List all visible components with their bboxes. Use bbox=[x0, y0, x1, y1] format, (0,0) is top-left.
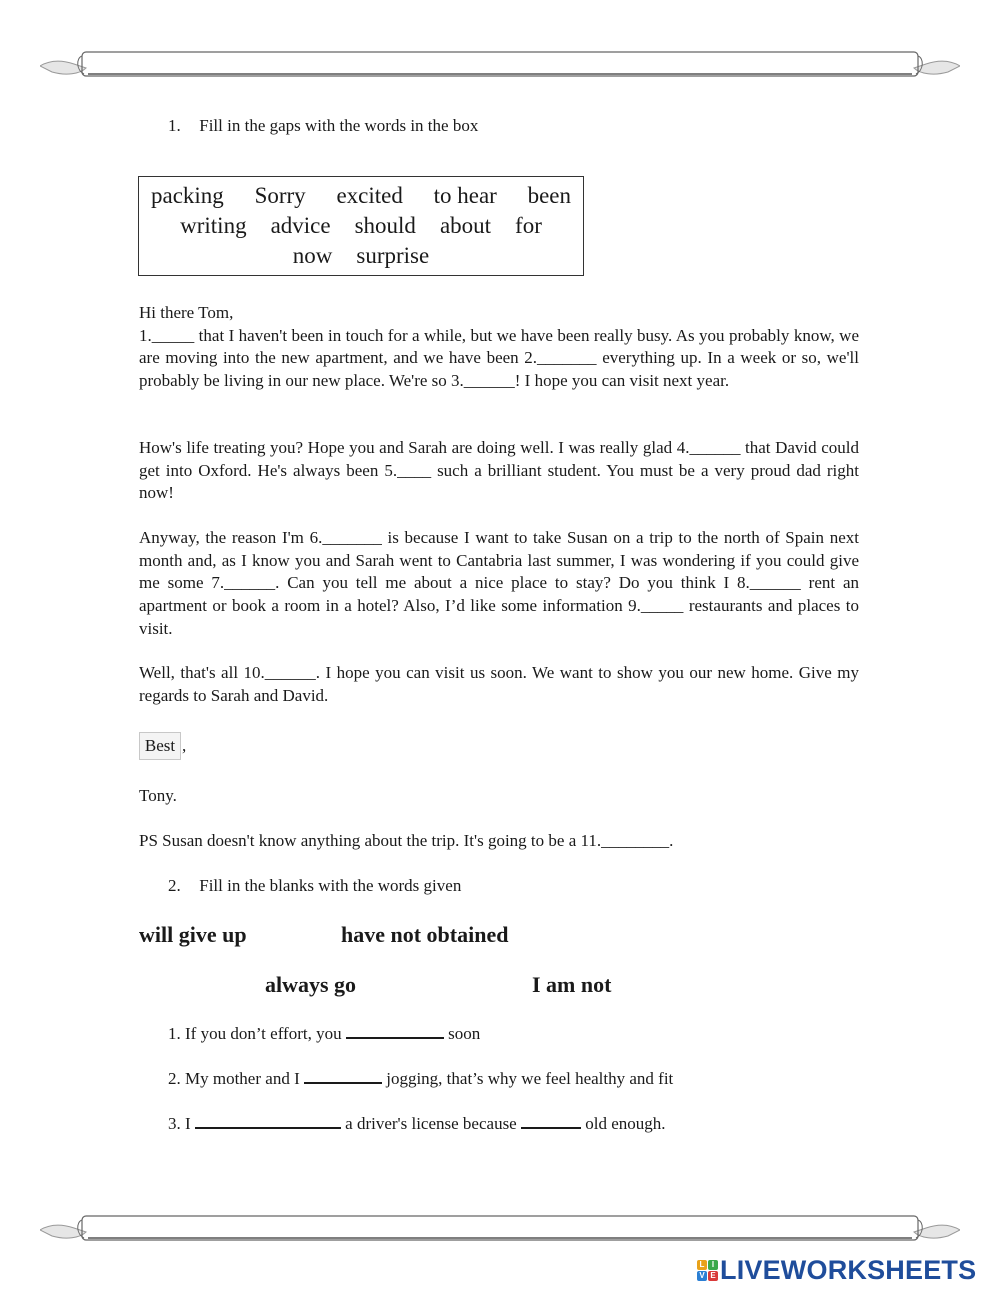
exercise-1-after: soon bbox=[443, 1024, 481, 1043]
exercise-3-middle: a driver's license because bbox=[340, 1114, 521, 1133]
letter-paragraph-2-wrap bbox=[139, 437, 859, 505]
exercise-3-after: old enough. bbox=[580, 1114, 666, 1133]
answer-blank[interactable] bbox=[521, 1113, 581, 1129]
exercise-3 bbox=[168, 1113, 666, 1134]
exercise-1-before: 1. If you don’t effort, you bbox=[168, 1024, 346, 1043]
letter-paragraph-2: How's life treating you? Hope you and Sarah are doing well. I was really glad 4.______ that David could get into Oxford. He's always been 5.____ such a brilliant student. You must be a very proud dad right now! bbox=[139, 438, 859, 503]
word-box-word: Sorry bbox=[254, 183, 306, 208]
word-box-word: about bbox=[439, 213, 492, 238]
letter-paragraph-4: Well, that's all 10.______. I hope you can visit us soon. We want to show you our new home. Give my regards to Sarah and David. bbox=[139, 663, 859, 705]
word-box-word: advice bbox=[270, 213, 331, 238]
letter-greeting: Hi there Tom, bbox=[139, 303, 234, 322]
answer-blank[interactable] bbox=[304, 1068, 382, 1084]
exercise-2 bbox=[168, 1068, 673, 1089]
phrase-have-not-obtained: have not obtained bbox=[341, 922, 509, 947]
word-box-word: surprise bbox=[356, 243, 430, 268]
bottom-scroll-border bbox=[40, 1212, 960, 1248]
logo-cube: V bbox=[697, 1271, 707, 1281]
word-box-row-1 bbox=[151, 181, 571, 211]
section1-heading-number: 1. bbox=[168, 116, 181, 135]
logo-cube: I bbox=[708, 1260, 718, 1270]
letter-paragraph-3-wrap bbox=[139, 527, 859, 641]
exercise-2-after: jogging, that’s why we feel healthy and fit bbox=[381, 1069, 674, 1088]
word-box-word: for bbox=[515, 213, 542, 238]
section2-heading-text: Fill in the blanks with the words given bbox=[199, 876, 462, 895]
top-scroll-border bbox=[40, 48, 960, 84]
closing-box bbox=[139, 732, 181, 760]
letter-body bbox=[139, 302, 859, 393]
word-box-row-2 bbox=[168, 211, 554, 241]
section2-heading-number: 2. bbox=[168, 876, 181, 895]
word-box-row-3 bbox=[281, 241, 441, 271]
phrase-always-go: always go bbox=[265, 972, 357, 997]
word-box bbox=[138, 176, 584, 276]
exercise-3-before: 3. I bbox=[168, 1114, 195, 1133]
word-box-word: been bbox=[527, 183, 571, 208]
answer-blank[interactable] bbox=[195, 1113, 341, 1129]
liveworksheets-logo bbox=[697, 1255, 976, 1285]
logo-cube: L bbox=[697, 1260, 707, 1270]
word-box-word: now bbox=[292, 243, 333, 268]
exercise-2-before: 2. My mother and I bbox=[168, 1069, 304, 1088]
section2-heading bbox=[168, 876, 461, 896]
signature: Tony. bbox=[139, 786, 177, 805]
phrase-will-give-up: will give up bbox=[139, 922, 247, 947]
word-box-word: packing bbox=[151, 183, 224, 208]
logo-cubes-icon bbox=[697, 1260, 718, 1281]
answer-blank[interactable] bbox=[346, 1023, 444, 1039]
closing-text: Best bbox=[144, 736, 176, 755]
postscript: PS Susan doesn't know anything about the trip. It's going to be a 11.________. bbox=[139, 831, 674, 850]
letter-paragraph-4-wrap bbox=[139, 662, 859, 707]
word-box-word: writing bbox=[180, 213, 247, 238]
word-box-word: excited bbox=[336, 183, 403, 208]
word-box-word: should bbox=[354, 213, 416, 238]
letter-paragraph-1: 1._____ that I haven't been in touch for a while, but we have been really busy. As you probably know, we are moving into the new apartment, and we have been 2._______ everything up. In a week or so, we'll probably be living in our new place. We're so 3.______! I hope you can visit next year. bbox=[139, 325, 859, 391]
word-box-word: to hear bbox=[433, 183, 497, 208]
logo-cube: E bbox=[708, 1271, 718, 1281]
section1-heading bbox=[168, 116, 478, 136]
phrase-i-am-not: I am not bbox=[532, 972, 612, 997]
exercise-1 bbox=[168, 1023, 480, 1044]
logo-text: LIVEWORKSHEETS bbox=[720, 1254, 977, 1285]
section1-heading-text: Fill in the gaps with the words in the box bbox=[199, 116, 479, 135]
letter-paragraph-3: Anyway, the reason I'm 6._______ is because I want to take Susan on a trip to the north of Spain next month and, as I know you and Sarah went to Cantabria last summer, I was wondering if you could give me some 7.______. Can you tell me about a nice place to stay? Do you think I 8.______ rent an apartment or book a room in a hotel? Also, I’d like some information 9._____ restaurants and places to visit. bbox=[139, 528, 859, 638]
closing-comma: , bbox=[182, 736, 187, 755]
